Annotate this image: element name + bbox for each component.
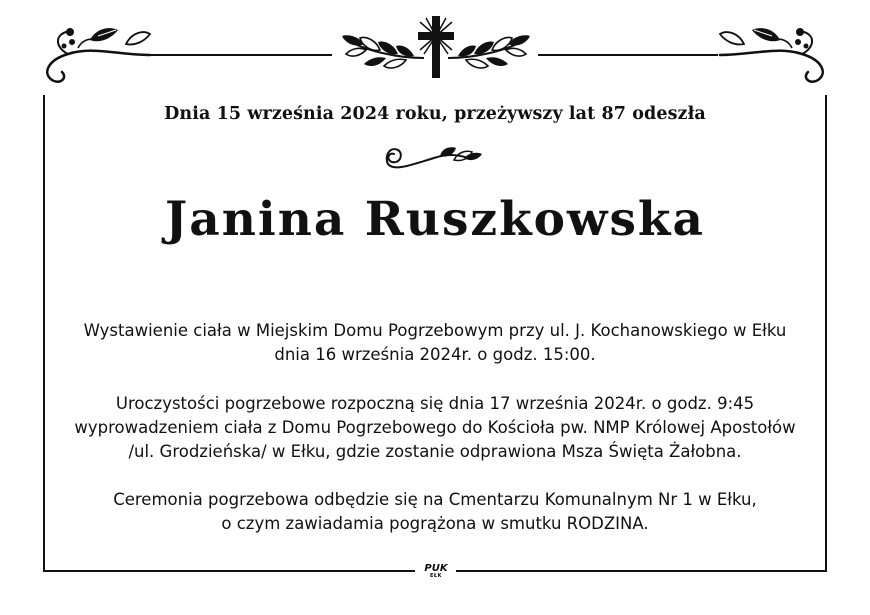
paragraph-line: dnia 16 września 2024r. o godz. 15:00. <box>274 345 596 364</box>
paragraph-line: wyprowadzeniem ciała z Domu Pogrzebowego do Kościoła pw. NMP Królowej Apostołów <box>74 418 796 437</box>
logo-sub-text: EŁK <box>429 573 442 579</box>
frame-bottom-border-left <box>43 570 415 572</box>
funeral-ceremony-paragraph <box>50 392 820 464</box>
logo-main-text: PUK <box>424 563 448 574</box>
top-line-right <box>538 54 718 56</box>
paragraph-line: Uroczystości pogrzebowe rozpoczną się dnia 17 września 2024r. o godz. 9:45 <box>115 394 755 413</box>
viewing-paragraph <box>50 319 820 367</box>
paragraph-line: Ceremonia pogrzebowa odbędzie się na Cmentarzu Komunalnym Nr 1 w Ełku, <box>113 490 757 509</box>
paragraph-line: Wystawienie ciała w Miejskim Domu Pogrzebowym przy ul. J. Kochanowskiego w Ełku <box>83 321 787 340</box>
paragraph-line: /ul. Grodzieńska/ w Ełku, gdzie zostanie odprawiona Msza Święta Żałobna. <box>128 442 742 461</box>
cross-laurel-icon <box>336 14 536 80</box>
top-line-left <box>150 54 332 56</box>
swirl-divider-icon <box>384 142 484 172</box>
corner-flourish-right-icon <box>712 18 832 98</box>
frame-right-border <box>825 95 827 572</box>
deceased-name: Janina Ruszkowska <box>165 192 705 247</box>
puk-logo <box>418 563 454 579</box>
frame-bottom-border-right <box>456 570 827 572</box>
burial-paragraph <box>50 488 820 536</box>
corner-flourish-left-icon <box>38 18 158 98</box>
frame-left-border <box>43 95 45 572</box>
paragraph-line: o czym zawiadamia pogrążona w smutku RODZINA. <box>221 514 649 533</box>
death-date-line: Dnia 15 września 2024 roku, przeżywszy lat 87 odeszła <box>164 104 706 124</box>
